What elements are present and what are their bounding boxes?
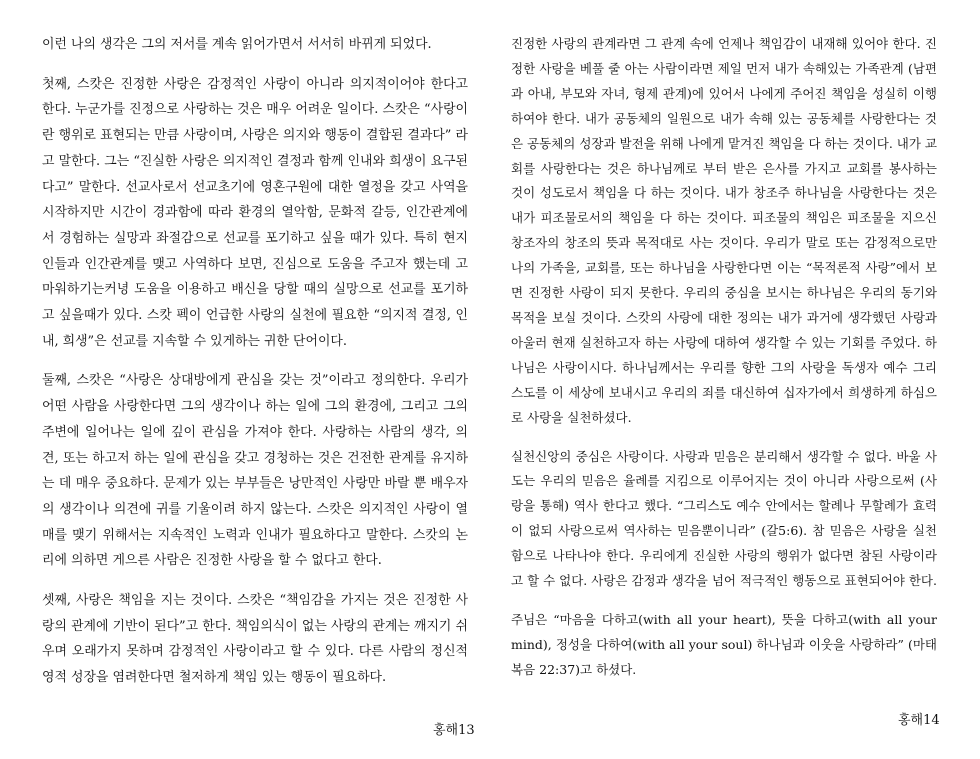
left-page-number: 홍해13 — [433, 723, 475, 738]
right-paragraph-1: 진정한 사랑의 관계라면 그 관계 속에 언제나 책임감이 내재해 있어야 한다. 진정한 사랑을 베풀 줄 아는 사람이라면 제일 먼저 내가 속해있는 가족관계 (남편과 아내, 부모와 자녀, 형제 관계)에 있어서 나에게 주어진 책임을 성실히 이행하여야 한다. 내가 공동체의 일원으로 내가 속해 있는 공동체를 사랑한다는 것은 공동체의 성장과 발전을 위해 나에게 맡겨진 책임을 다 하는 것이다. 내가 교회를 사랑한다는 것은 하나님께로 부터 받은 은사를 가지고 교회를 봉사하는 것이 성도로서 책임을 다 하는 것이다. 내가 창조주 하나님을 사랑한다는 것은 내가 피조물로서의 책임을 다 하는 것이다. 피조물의 책임은 피조물을 지으신 창조자의 창조의 뜻과 목적대로 사는 것이다. 우리가 말로 또는 감정적으로만 나의 가족을, 교회를, 또는 하나님을 사랑한다면 이는 “목적론적 사랑”에서 보면 진정한 사랑이 되지 못한다. 우리의 중심을 보시는 하나님은 우리의 동기와 목적을 보실 것이다. 스캇의 사랑에 대한 정의는 내가 과거에 생각했던 사랑과 아울러 현재 실천하고자 하는 사랑에 대하여 생각할 수 있는 기회를 주었다. 하나님은 사랑이시다. 하나님께서는 우리를 향한 그의 사랑을 독생자 예수 그리스도를 이 세상에 보내시고 우리의 죄를 대신하여 십자가에서 희생하게 하심으로 사랑을 실천하셨다. — [511, 36, 937, 425]
right-paragraph-3: 주님은 “마음을 다하고(with all your heart), 뜻을 다하고(with all your mind), 정성을 다하여(with all your soul) 하나님과 이웃을 사랑하라” (마태복음 22:37)고 하셨다. — [511, 611, 937, 677]
left-paragraph-1: 이런 나의 생각은 그의 저서를 계속 읽어가면서 서서히 바뀌게 되었다. — [42, 37, 432, 52]
right-page — [511, 32, 937, 697]
left-paragraph-2: 첫째, 스캇은 진정한 사랑은 감정적인 사랑이 아니라 의지적이어야 한다고 한다. 누군가를 진정으로 사랑하는 것은 매우 어려운 일이다. 스캇은 “사랑이란 행위로 표현되는 만큼 사랑이며, 사랑은 의지와 행동이 결합된 결과다” 라고 말한다. 그는 “진실한 사랑은 의지적인 결정과 함께 인내와 희생이 요구된다고” 말한다. 선교사로서 선교초기에 영혼구원에 대한 열정을 갖고 사역을 시작하지만 시간이 경과함에 따라 환경의 열악함, 문화적 갈등, 인간관계에서 경험하는 실망과 좌절감으로 선교를 포기하고 싶을 때가 있다. 특히 현지인들과 인간관계를 맺고 사역하다 보면, 진심으로 도움을 주고자 했는데 고마워하기는커녕 도움을 이용하고 배신을 당할 때의 실망으로 선교를 포기하고 싶을때가 있다. 스캇 펙이 언급한 사랑의 실천에 필요한 “의지적 결정, 인내, 희생”은 선교를 지속할 수 있게하는 귀한 단어이다. — [42, 76, 468, 349]
left-paragraph-4: 셋째, 사랑은 책임을 지는 것이다. 스캇은 “책임감을 가지는 것은 진정한 사랑의 관계에 기반이 된다”고 한다. 책임의식이 없는 사랑의 관계는 깨지기 쉬우며 오래가지 못하며 감정적인 사랑이라고 할 수 있다. 다른 사람의 정신적 영적 성장을 염려한다면 철저하게 책임 있는 행동이 필요하다. — [42, 593, 468, 686]
left-paragraph-3: 둘째, 스캇은 “사랑은 상대방에게 관심을 갖는 것”이라고 정의한다. 우리가 어떤 사람을 사랑한다면 그의 생각이나 하는 일에 그의 환경에, 그리고 그의 주변에 일어나는 일에 깊이 관심을 가져야 한다. 사랑하는 사람의 생각, 의견, 또는 하고저 하는 일에 관심을 갖고 경청하는 것은 건전한 관계를 유지하는 데 매우 중요하다. 문제가 있는 부부들은 낭만적인 사랑만 바랄 뿐 배우자의 생각이나 의견에 귀를 기울이려 하지 않는다. 스캇은 의지적인 사랑이 열매를 맺기 위해서는 지속적인 노력과 인내가 필요하다고 말한다. 스캇의 논리에 의하면 게으른 사람은 진정한 사랑을 할 수 없다고 한다. — [42, 373, 468, 569]
right-paragraph-2: 실천신앙의 중심은 사랑이다. 사랑과 믿음은 분리해서 생각할 수 없다. 바울 사도는 우리의 믿음은 율례를 지킴으로 이루어지는 것이 아니라 사랑으로써 (사랑을 통해) 역사 한다고 했다. “그리스도 예수 안에서는 할례나 무할례가 효력이 없되 사랑으로써 역사하는 믿음뿐이니라” (갈5:6). 참 믿음은 사랑을 실천함으로 나타나야 한다. 우리에게 진실한 사랑의 행위가 없다면 참된 사랑이라고 할 수 없다. 사랑은 감정과 생각을 넘어 적극적인 행동으로 표현되어야 한다. — [511, 448, 937, 589]
left-page — [42, 32, 468, 705]
right-page-number: 홍해14 — [898, 713, 940, 728]
